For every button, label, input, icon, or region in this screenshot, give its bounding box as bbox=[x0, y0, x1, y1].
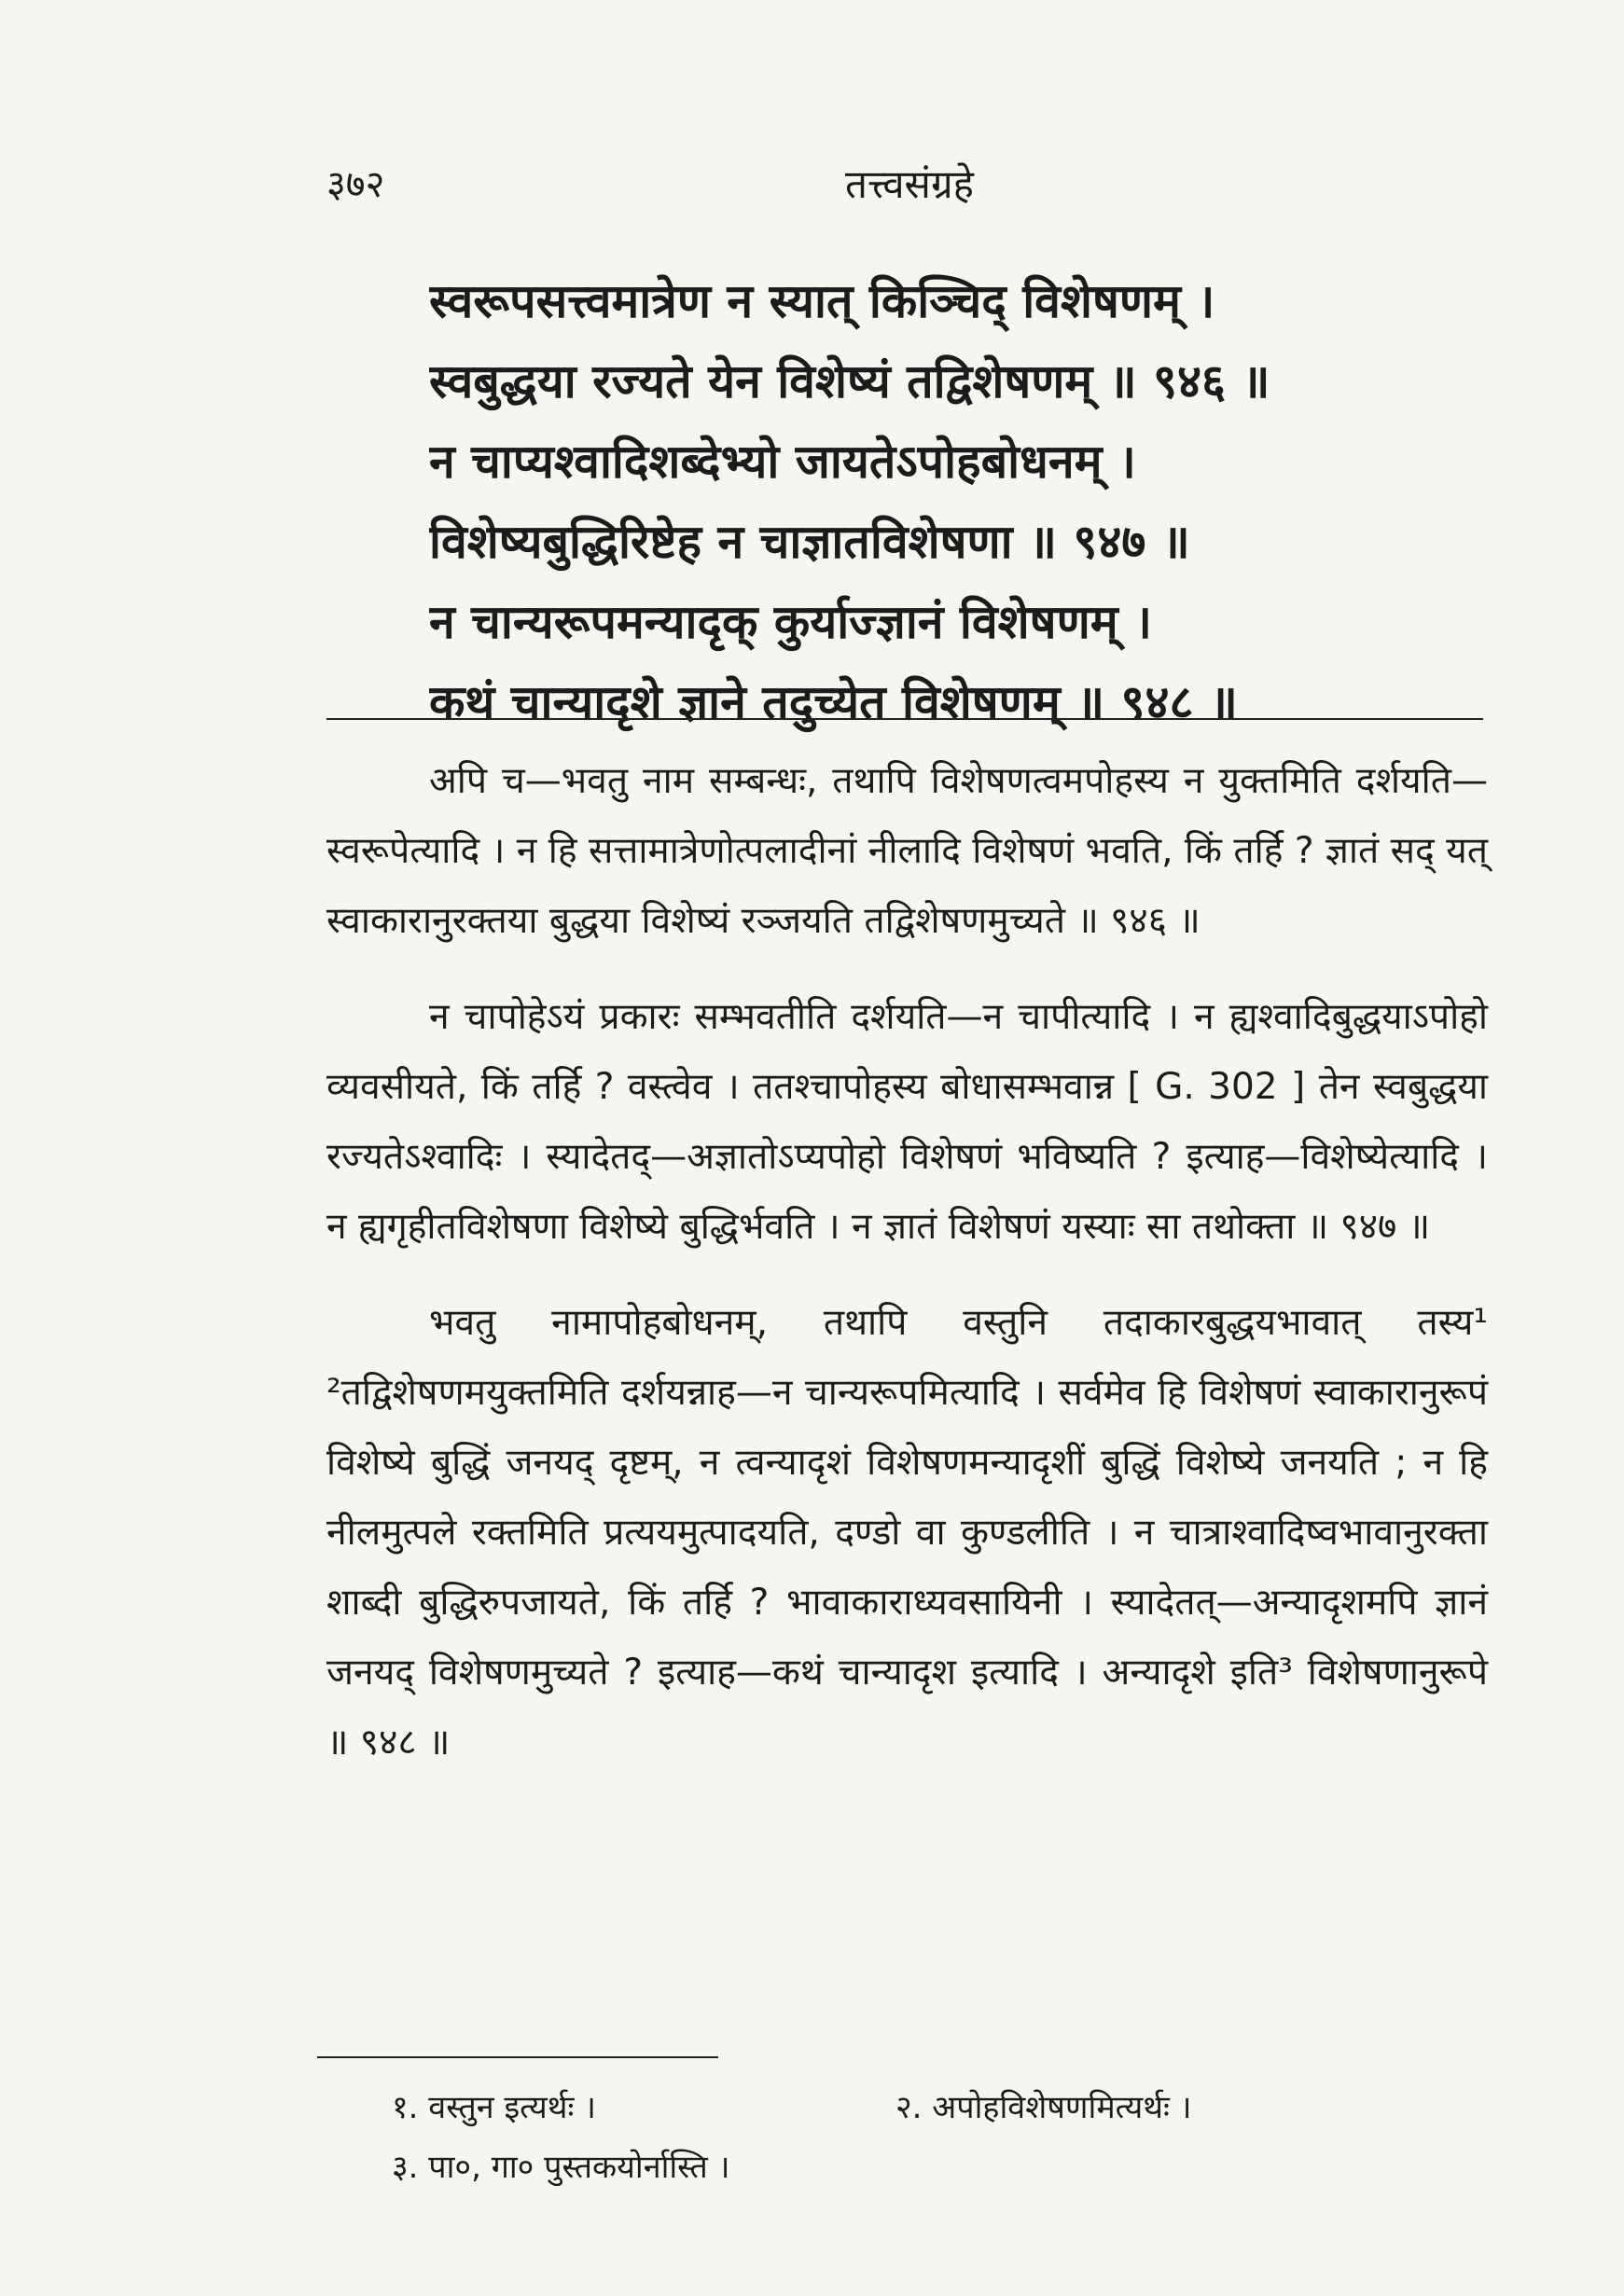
verse-line: स्वबुद्धया रज्यते येन विशेष्यं तद्विशेषणम् ॥ ९४६ ॥ bbox=[429, 354, 1270, 408]
page-number: ३७२ bbox=[326, 163, 385, 206]
footnote-3: ३. पा०, गा० पुस्तकयोर्नास्ति । bbox=[392, 2149, 730, 2186]
commentary-paragraph: न चापोहेऽयं प्रकारः सम्भवतीति दर्शयति—न चापीत्यादि । न ह्यश्वादिबुद्धयाऽपोहो व्यवसीयते, किं तर्हि ? वस्त्वेव । ततश्चापोहस्य बोधासम्भवान्न [ G. 302 ] तेन स्वबुद्धया रज्यतेऽश्वादिः । स्यादेतद्—अज्ञातोऽप्यपोहो विशेषणं भविष्यति ? इत्याह—विशेष्येत्यादि । न ह्यगृहीतविशेषणा विशेष्ये बुद्धिर्भवति । न ज्ञातं विशेषणं यस्याः सा तथोक्ता ॥ ९४७ ॥ bbox=[326, 996, 1488, 1248]
commentary-paragraph: भवतु नामापोहबोधनम्, तथापि वस्तुनि तदाकारबुद्धयभावात् तस्य¹ ²तद्विशेषणमयुक्तमिति दर्शयन्नाह—न चान्यरूपमित्यादि । सर्वमेव हि विशेषणं स्वाकारानुरूपं विशेष्ये बुद्धिं जनयद् दृष्टम्, न त्वन्यादृशं विशेषणमन्यादृशीं बुद्धिं विशेष्ये जनयति ; न हि नीलमुत्पले रक्तमिति प्रत्ययमुत्पादयति, दण्डो वा कुण्डलीति । न चात्राश्वादिष्वभावानुरक्ता शाब्दी बुद्धिरुपजायते, किं तर्हि ? भावाकाराध्यवसायिनी । स्यादेतत्—अन्यादृशमपि ज्ञानं जनयद् विशेषणमुच्यते ? इत्याह—कथं चान्यादृश इत्यादि । अन्यादृशे इति³ विशेषणानुरूपे ॥ ९४८ ॥ bbox=[326, 1302, 1488, 1763]
verse-line: विशेष्यबुद्धिरिष्टेह न चाज्ञातविशेषणा ॥ ९४७ ॥ bbox=[429, 515, 1190, 569]
commentary-block bbox=[326, 746, 1488, 1804]
verse-line: न चान्यरूपमन्यादृक् कुर्याज्ज्ञानं विशेषणम् । bbox=[429, 595, 1152, 649]
footnotes bbox=[392, 2078, 1464, 2197]
footnote-row bbox=[392, 2137, 1464, 2197]
footnote-row bbox=[392, 2078, 1464, 2137]
verse-line: स्वरूपसत्त्वमात्रेण न स्यात् किञ्चिद् विशेषणम् । bbox=[429, 274, 1215, 328]
commentary-paragraph: अपि च—भवतु नाम सम्बन्धः, तथापि विशेषणत्वमपोहस्य न युक्तमिति दर्शयति— स्वरूपेत्यादि । न हि सत्तामात्रेणोत्पलादीनां नीलादि विशेषणं भवति, किं तर्हि ? ज्ञातं सद् यत् स्वाकारानुरक्तया बुद्धया विशेष्यं रञ्जयति तद्विशेषणमुच्यते ॥ ९४६ ॥ bbox=[326, 760, 1488, 942]
running-title: तत्त्वसंग्रहे bbox=[845, 161, 974, 207]
footnote-2: २. अपोहविशेषणमित्यर्थः । bbox=[895, 2089, 1192, 2126]
footnote-1: १. वस्तुन इत्यर्थः । bbox=[392, 2089, 597, 2126]
footnote-divider bbox=[317, 2056, 718, 2058]
verse-line: कथं चान्यादृशे ज्ञाने तदुच्येत विशेषणम् ॥ ९४८ ॥ bbox=[429, 675, 1238, 729]
page-header bbox=[326, 157, 1492, 222]
verse-line: न चाप्यश्वादिशब्देभ्यो जायतेऽपोहबोधनम् । bbox=[429, 435, 1136, 489]
section-divider bbox=[326, 718, 1483, 720]
verse-block bbox=[429, 261, 1446, 742]
